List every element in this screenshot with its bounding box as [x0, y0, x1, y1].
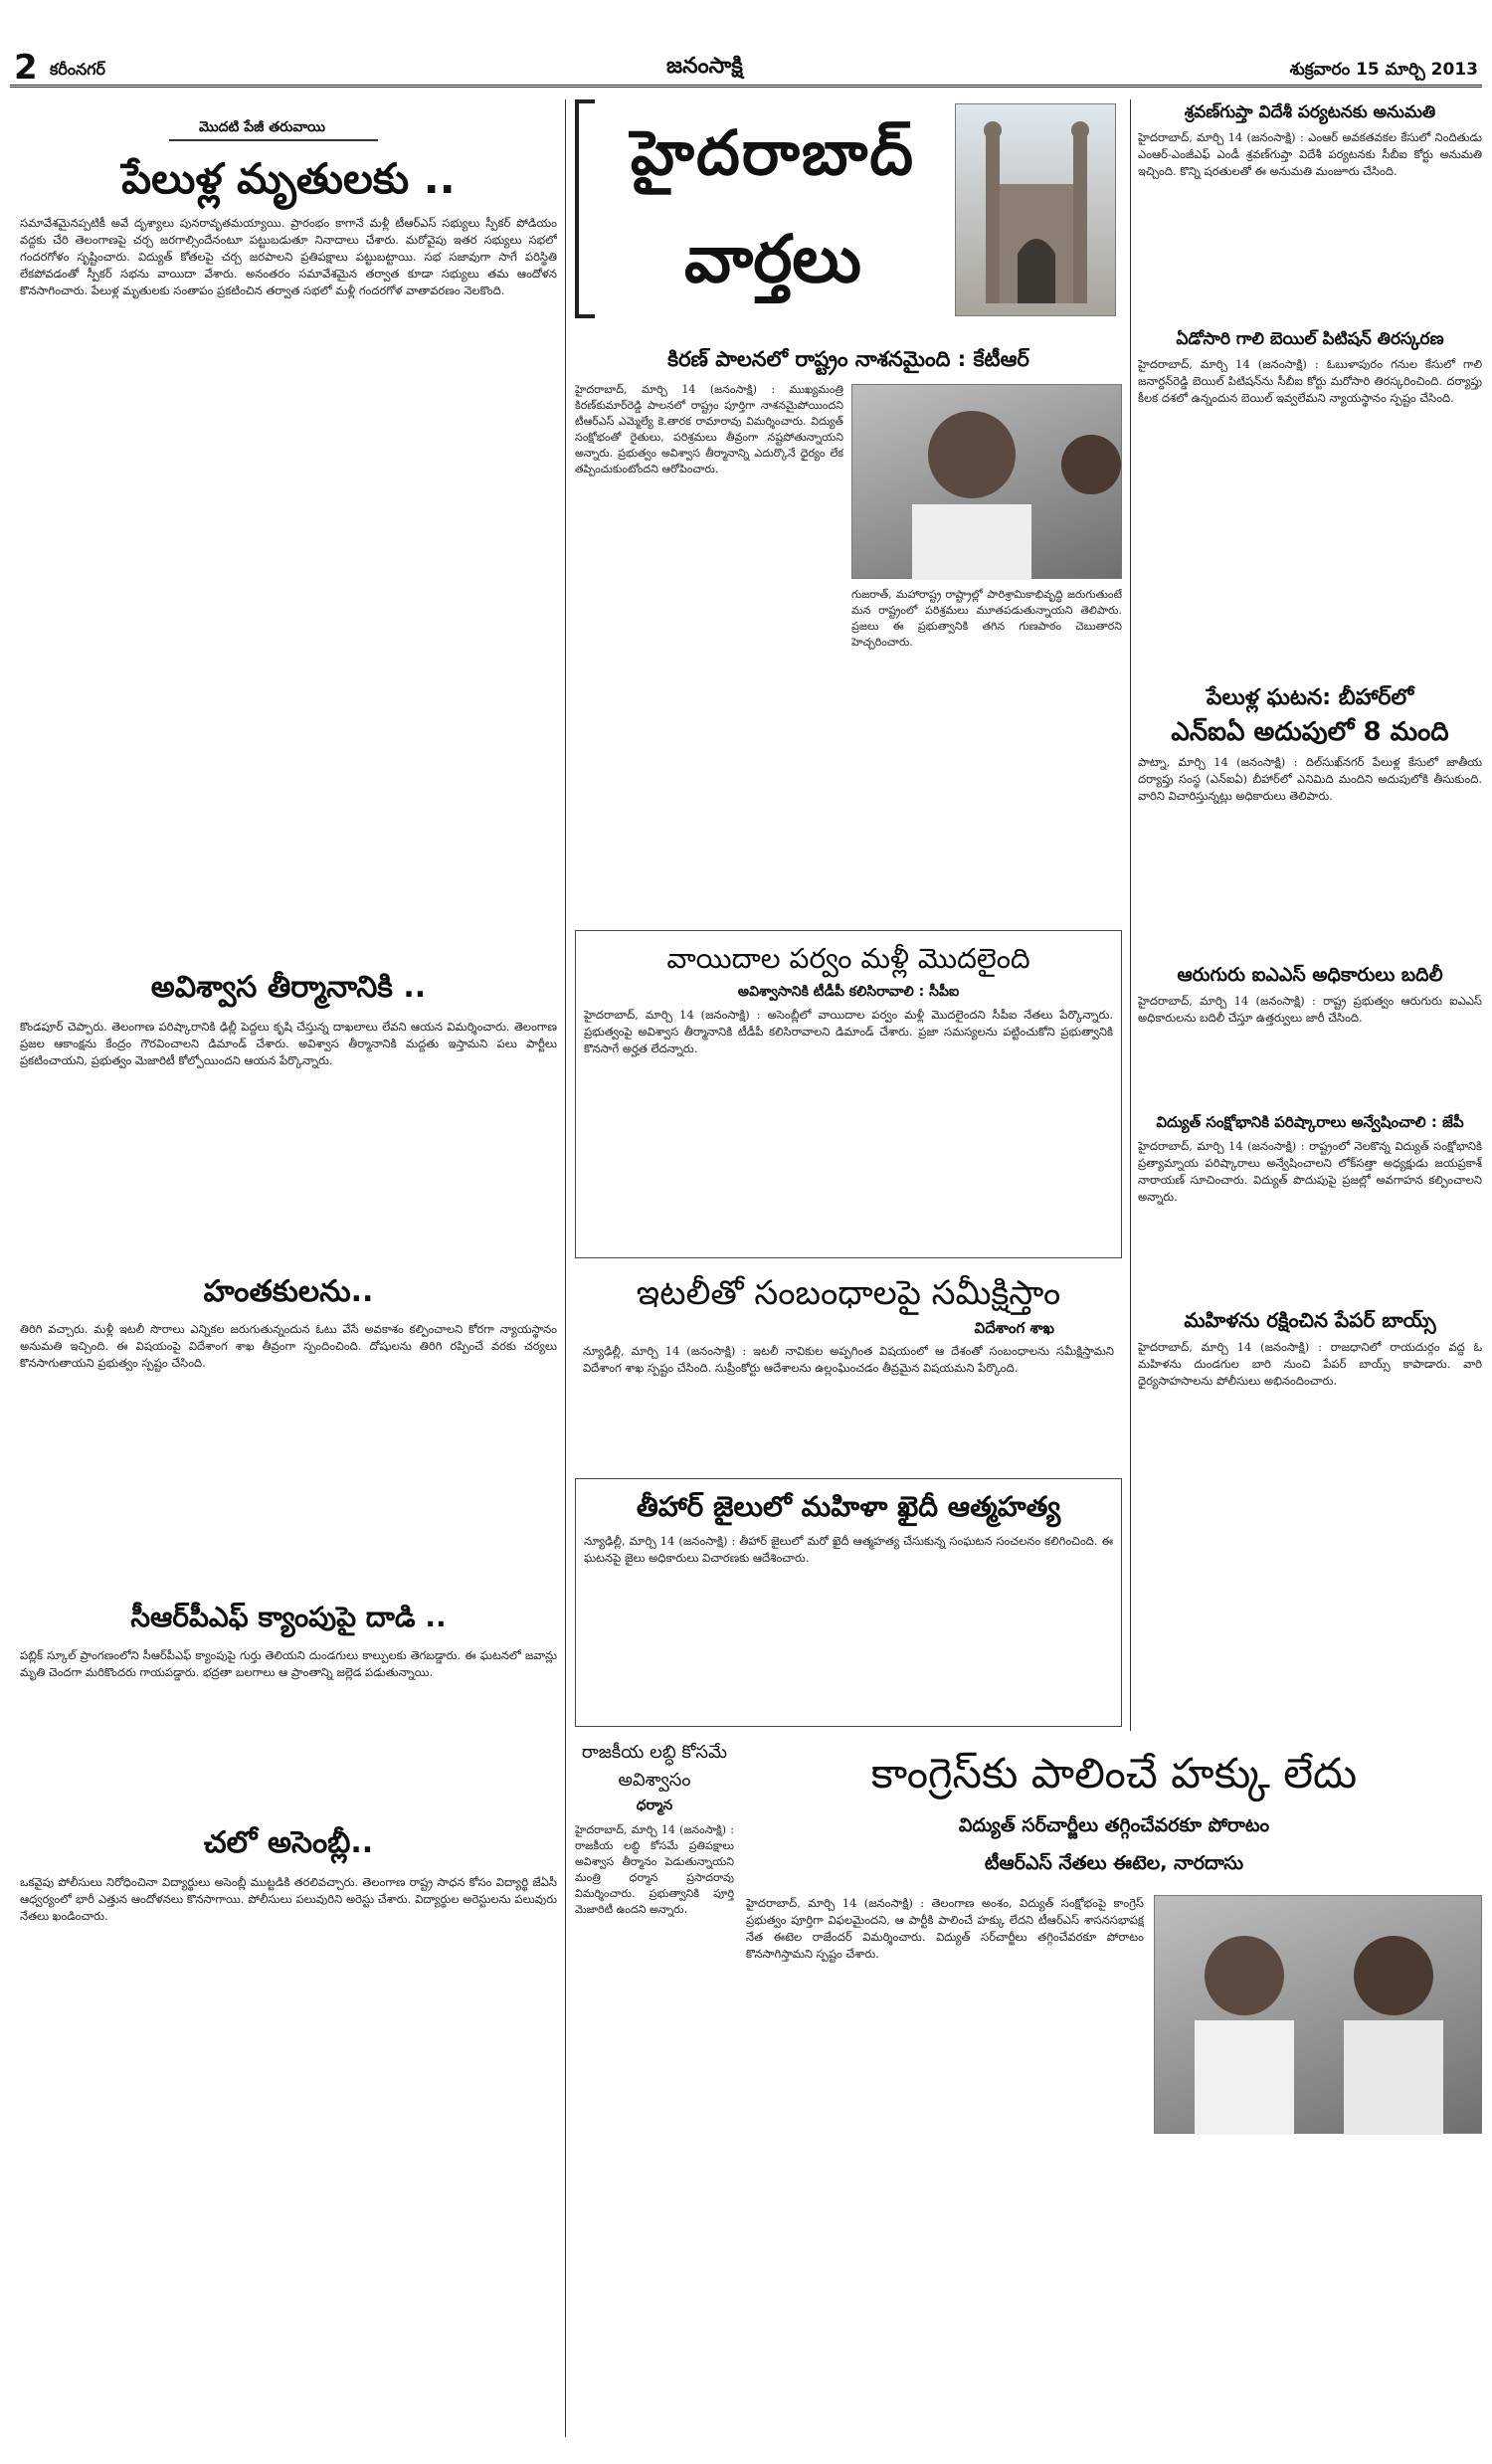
side-subheadline: ధర్మాన [636, 1798, 673, 1813]
box-body: న్యూఢిల్లీ, మార్చి 14 (జనంసాక్షి) : తీహార్‌ జైలులో మరో ఖైదీ ఆత్మహత్య చేసుకున్న సంఘటన సంచలనం కలిగించింది. ఈ ఘటనపై జైలు అధికారులు విచారణకు ఆదేశించారు. [584, 1534, 1113, 1565]
article-body: పబ్లిక్‌ స్కూల్‌ ప్రాంగణంలోని సీఆర్‌పీఎఫ్‌ క్యాంపుపై గుర్తు తెలియని దుండగులు కాల్పులకు తెగబడ్డారు. ఈ ఘటనలో జవాన్లు మృతి చెందగా మరికొందరు గాయపడ్డారు. భద్రతా బలగాలు ఆ ప్రాంతాన్ని జల్లెడ పడుతున్నాయి. [20, 1648, 557, 1679]
article-body: హైదరాబాద్‌, మార్చి 14 (జనంసాక్షి) : ఓబుళాపురం గనుల కేసులో గాలి జనార్దన్‌రెడ్డి బెయిల్‌ పిటిషన్‌ను సీబీఐ కోర్టు మరోసారి తిరస్కరించింది. దర్యాప్తు కీలక దశలో ఉన్నందున బెయిల్‌ ఇవ్వలేమని న్యాయస్థానం స్పష్టం చేసింది. [1138, 357, 1482, 405]
article-body: హైదరాబాద్‌, మార్చి 14 (జనంసాక్షి) : రాజధానిలో రాయదుర్గం వద్ద ఓ మహిళను దుండగుల బారి నుంచి పేపర్‌ బాయ్స్‌ కాపాడారు. వారి ధైర్యసాహసాలను పోలీసులు అభినందించారు. [1138, 1340, 1482, 1388]
section-label: కరీంనగర్ [50, 60, 106, 79]
divider [169, 139, 378, 141]
column-divider [565, 99, 566, 2437]
lead-headline: కిరణ్‌ పాలనలో రాష్ట్రం నాశనమైంది : కేటీఆర్‌ [667, 347, 1029, 371]
page-date: శుక్రవారం 15 మార్చి 2013 [1289, 60, 1478, 80]
box-headline: తీహార్‌ జైలులో మహిళా ఖైదీ ఆత్మహత్య [636, 1490, 1061, 1523]
article-headline: ఏడోసారి గాలి బెయిల్‌ పిటిషన్‌ తిరస్కరణ [1176, 329, 1444, 349]
article-headline: పేలుళ్ల ఘటన: బీహార్‌లో [1206, 685, 1414, 710]
article-headline: చలో అసెంబ్లీ.. [203, 1825, 374, 1860]
article-body: హైదరాబాద్‌, మార్చి 14 (జనంసాక్షి) : ఎంఆర్‌ అవకతవకల కేసులో నిందితుడు ఎంఆర్‌-ఎంజీఎఫ్‌ ఎండీ శ్రవణ్‌గుప్తా విదేశీ పర్యటనకు సీబీఐ కోర్టు అనుమతి ఇచ్చింది. కొన్ని షరతులతో ఈ అనుమతి మంజూరు చేసింది. [1138, 130, 1482, 178]
column-divider [1130, 99, 1131, 1731]
side-body: హైదరాబాద్‌, మార్చి 14 (జనంసాక్షి) : రాజకీయ లబ్ధి కోసమే ప్రతిపక్షాలు అవిశ్వాస తీర్మానం పెడుతున్నాయని మంత్రి ధర్మాన ప్రసాదరావు విమర్శించారు. ప్రభుత్వానికి పూర్తి మెజారిటీ ఉందని అన్నారు. [575, 1823, 734, 1916]
article-headline: మహిళను రక్షించిన పేపర్‌ బాయ్స్‌ [1184, 1308, 1436, 1332]
box-subheadline: అవిశ్వాసానికి టీడీపీ కలిసిరావాలి : సీపీఐ [737, 984, 960, 1000]
big-subheadline-1: విద్యుత్‌ సర్‌చార్జీలు తగ్గించేవరకూ పోరాటం [958, 1814, 1270, 1836]
person-photo-icon [852, 385, 1123, 580]
banner-bracket-left [575, 99, 595, 318]
article-headline-line2: ఎన్‌ఐఏ అదుపులో 8 మంది [1171, 717, 1449, 747]
article-headline: సీఆర్‌పీఎఫ్‌ క్యాంపుపై దాడి .. [130, 1601, 447, 1633]
charminar-image [955, 103, 1116, 316]
side-headline: రాజకీయ లబ్ధి కోసమే అవిశ్వాసం [581, 1742, 728, 1791]
lead-body: హైదరాబాద్‌, మార్చి 14 (జనంసాక్షి) : ముఖ్యమంత్రి కిరణ్‌కుమార్‌రెడ్డి పాలనలో రాష్ట్రం పూర్తిగా నాశనమైపోయిందని టీఆర్‌ఎస్‌ ఎమ్మెల్యే కె.తారక రామారావు విమర్శించారు. విద్యుత్‌ సంక్షోభంతో రైతులు, పరిశ్రమలు తీవ్రంగా నష్టపోతున్నాయని అన్నారు. ప్రభుత్వం అవిశ్వాస తీర్మానాన్ని ఎదుర్కొనే ధైర్యం లేక తప్పించుకుంటోందని ఆరోపించారు. [575, 383, 843, 475]
two-persons-photo-icon [1155, 1896, 1483, 2135]
article-body: సమావేశమైనప్పటికీ అవే దృశ్యాలు పునరావృతమయ్యాయి. ప్రారంభం కాగానే మళ్లీ టీఆర్‌ఎస్‌ సభ్యులు స్పీకర్‌ పోడియం వద్దకు చేరి తెలంగాణపై చర్చ జరగాల్సిందేనంటూ పట్టుబడుతూ నినాదాలు చేశారు. మరోవైపు ఇతర సభ్యులు సభలో గందరగోళం సృష్టించారు. విద్యుత్‌ కోతలపై చర్చ జరపాలని ప్రతిపక్షాలు పట్టుబట్టాయి. సభ సజావుగా సాగే పరిస్థితి లేకపోవడంతో స్పీకర్‌ సభను వాయిదా వేశారు. అనంతరం సమావేశమైన తర్వాత కూడా సభ్యులు తమ ఆందోళన కొనసాగించారు. పేలుళ్ల మృతులకు సంతాపం ప్రకటించిన తర్వాత సభలో మళ్లీ గందరగోళ వాతావరణం నెలకొంది. [20, 216, 557, 297]
box-subheadline: విదేశాంగ శాఖ [974, 1319, 1054, 1337]
ktr-photo [851, 384, 1122, 579]
right-column [1138, 99, 1482, 1731]
article-headline: పేలుళ్ల మృతులకు .. [121, 154, 456, 203]
lead-body-continued: గుజరాత్‌, మహారాష్ట్ర రాష్ట్రాల్లో పారిశ్రామికాభివృద్ధి జరుగుతుంటే మన రాష్ట్రంలో పరిశ్రమలు మూతపడుతున్నాయని తెలిపారు. ప్రజలు ఈ ప్రభుత్వానికి తగిన గుణపాఠం చెబుతారని హెచ్చరించారు. [851, 588, 1122, 649]
charminar-icon [956, 104, 1117, 317]
big-subheadline-2: టీఆర్‌ఎస్‌ నేతలు ఈటెల, నారదాసు [984, 1852, 1244, 1874]
article-body: ఒకవైపు పోలీసులు నిరోధించినా విద్యార్థులు అసెంబ్లీ ముట్టడికి తరలివచ్చారు. తెలంగాణ రాష్ట్ర సాధన కోసం విద్యార్థి జేఏసీ ఆధ్వర్యంలో భారీ ఎత్తున ఆందోళనలు కొనసాగాయి. పోలీసులు పలువురిని అరెస్టు చేశారు. విద్యార్థుల అరెస్టులను పలువురు నేతలు ఖండించారు. [20, 1875, 557, 1923]
big-headline: కాంగ్రెస్‌కు పాలించే హక్కు లేదు [870, 1749, 1358, 1798]
section-banner [575, 99, 1122, 328]
side-article [575, 1739, 734, 2435]
article-headline: విద్యుత్‌ సంక్షోభానికి పరిష్కారాలు అన్వేషించాలి : జేపీ [1156, 1113, 1464, 1131]
article-headline: శ్రవణ్‌గుప్తా విదేశీ పర్యటనకు అనుమతి [1184, 102, 1436, 122]
box-headline: వాయిదాల పర్వం మళ్లీ మొదలైంది [666, 942, 1030, 975]
news-item [575, 1265, 1122, 1474]
banner-line-2: వార్తలు [684, 220, 861, 297]
masthead: జనంసాక్షి [666, 54, 743, 79]
article-body: పాట్నా, మార్చి 14 (జనంసాక్షి) : దిల్‌సుఖ్‌నగర్‌ పేలుళ్ల కేసులో జాతీయ దర్యాప్తు సంస్థ (ఎన్‌ఐఏ) బీహార్‌లో ఎనిమిది మందిని అదుపులోకి తీసుకుంది. వారిని విచారిస్తున్నట్లు అధికారులు తెలిపారు. [1138, 755, 1482, 803]
article-headline: హంతకులను.. [203, 1274, 374, 1309]
news-box [575, 930, 1122, 1258]
big-body: హైదరాబాద్‌, మార్చి 14 (జనంసాక్షి) : తెలంగాణ అంశం, విద్యుత్‌ సంక్షోభంపై కాంగ్రెస్‌ ప్రభుత్వం పూర్తిగా విఫలమైందని, ఆ పార్టీకి పాలించే హక్కు లేదని టీఆర్‌ఎస్‌ శాసనసభాపక్ష నేత ఈటెల రాజేందర్‌ విమర్శించారు. విద్యుత్‌ సర్‌చార్జీలు తగ్గించేవరకూ పోరాటం కొనసాగిస్తామని స్పష్టం చేశారు. [746, 1896, 1144, 1961]
page-number: 2 [14, 48, 38, 88]
article-headline: అవిశ్వాస తీర్మానానికి .. [150, 970, 427, 1005]
page-header [10, 48, 1482, 88]
article-body: హైదరాబాద్‌, మార్చి 14 (జనంసాక్షి) : రాష్ట్ర ప్రభుత్వం ఆరుగురు ఐఎఎస్‌ అధికారులను బదిలీ చేస్తూ ఉత్తర్వులు జారీ చేసింది. [1138, 994, 1482, 1025]
box-body: న్యూఢిల్లీ, మార్చి 14 (జనంసాక్షి) : ఇటలీ నావికుల అప్పగింత విషయంలో ఆ దేశంతో సంబంధాలను సమీక్షిస్తామని విదేశాంగ శాఖ స్పష్టం చేసింది. సుప్రీంకోర్టు ఆదేశాలను ఉల్లంఘించడం తీవ్రమైన విషయమని పేర్కొంది. [583, 1344, 1114, 1375]
article-body: హైదరాబాద్‌, మార్చి 14 (జనంసాక్షి) : రాష్ట్రంలో నెలకొన్న విద్యుత్‌ సంక్షోభానికి ప్రత్యామ్నాయ పరిష్కారాలు అన్వేషించాలని లోక్‌సత్తా అధ్యక్షుడు జయప్రకాశ్‌ నారాయణ్‌ సూచించారు. విద్యుత్‌ పొదుపుపై ప్రజల్లో అవగాహన కల్పించాలని అన్నారు. [1138, 1139, 1482, 1204]
continued-label: మొదటి పేజీ తరువాయి [199, 119, 325, 135]
banner-line-1: హైదరాబాద్‌ [630, 116, 916, 189]
news-box [575, 1478, 1122, 1727]
box-headline: ఇటలీతో సంబంధాలపై సమీక్షిస్తాం [636, 1273, 1061, 1313]
leaders-photo [1154, 1895, 1482, 2134]
article-body: కొండపూర్‌ చెప్పారు. తెలంగాణ పరిష్కారానికి ఢిల్లీ పెద్దలు కృషి చేస్తున్న దాఖలాలు లేవని ఆయన విమర్శించారు. తెలంగాణ ప్రజల ఆకాంక్షను కేంద్రం గౌరవించాలని డిమాండ్‌ చేశారు. అవిశ్వాస తీర్మానానికి మద్దతు ఇస్తామని పలు పార్టీలు ప్రకటించాయని, ప్రభుత్వం మెజారిటీ కోల్పోయిందని ఆయన పేర్కొన్నారు. [20, 1020, 557, 1067]
box-body: హైదరాబాద్‌, మార్చి 14 (జనంసాక్షి) : అసెంబ్లీలో వాయిదాల పర్వం మళ్లీ మొదలైందని సీపీఐ నేతలు పేర్కొన్నారు. ప్రభుత్వంపై అవిశ్వాస తీర్మానానికి టీడీపీ కలిసిరావాలని డిమాండ్‌ చేశారు. ప్రజా సమస్యలను పట్టించుకోని ప్రభుత్వానికి కొనసాగే అర్హత లేదన్నారు. [584, 1008, 1113, 1055]
article-body: తిరిగి వచ్చారు. మళ్లీ ఇటలీ సొరాలు ఎన్నికల జరుగుతున్నందున ఓటు వేసే అవకాశం కల్పించాలని కోరగా న్యాయస్థానం అనుమతి ఇచ్చింది. ఈ విషయంపై విదేశాంగ శాఖ తీవ్రంగా స్పందించింది. దోషులను తిరిగి రప్పించే వరకు చర్యలు కొనసాగుతాయని ప్రభుత్వం స్పష్టం చేసింది. [20, 1322, 557, 1370]
article-headline: ఆరుగురు ఐఎఎస్‌ అధికారులు బదిలీ [1177, 964, 1443, 986]
